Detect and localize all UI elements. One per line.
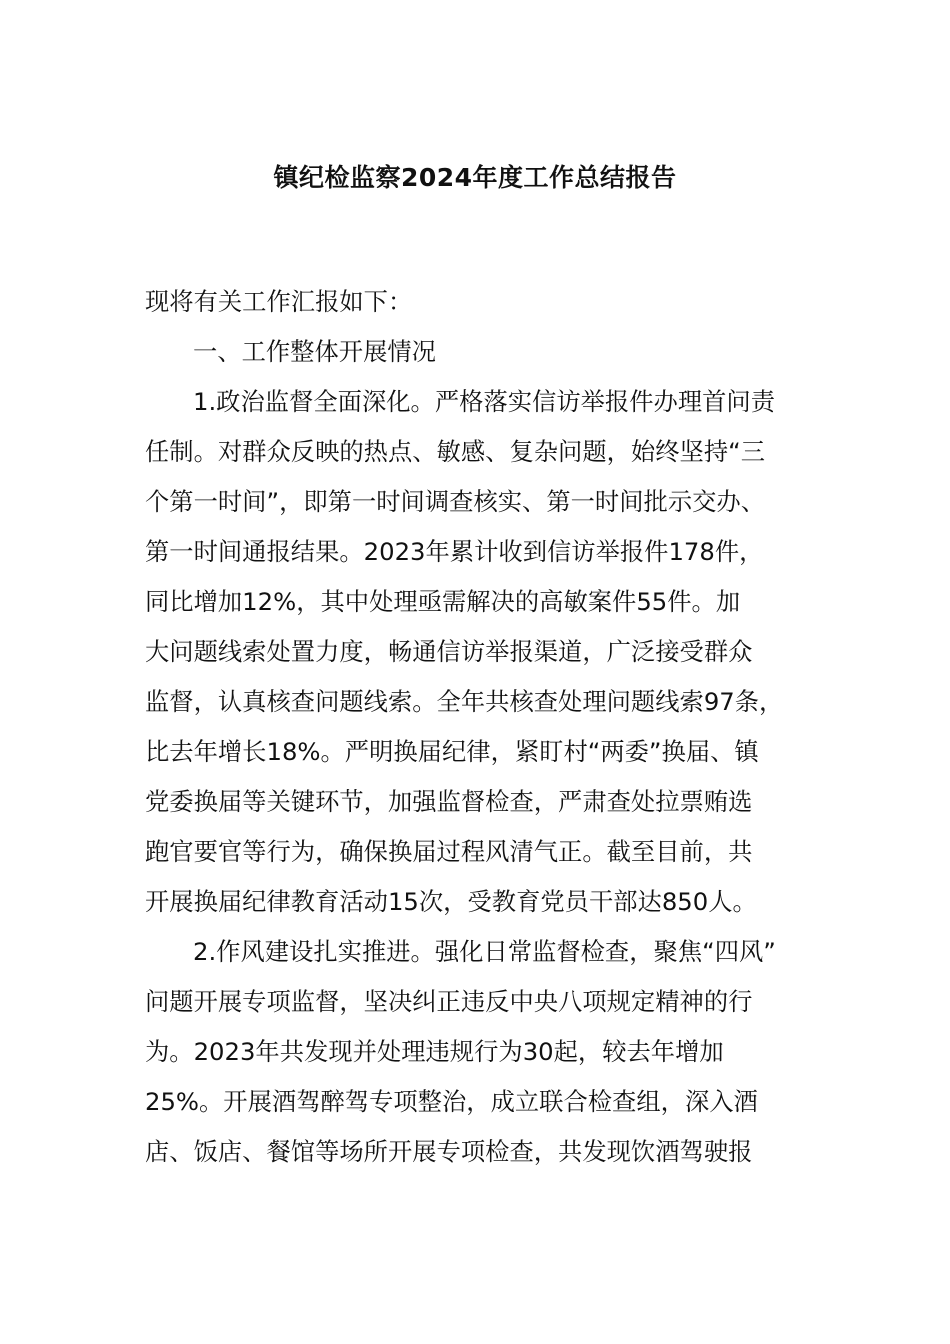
text-line: 25%。开展酒驾醉驾专项整治，成立联合检查组，深入酒 — [145, 1087, 758, 1116]
text-line: 比去年增长18%。严明换届纪律，紧盯村“两委”换届、镇 — [145, 737, 759, 766]
text-line: 同比增加12%，其中处理亟需解决的高敏案件55件。加 — [145, 587, 741, 616]
text-line: 监督，认真核查问题线索。全年共核查处理问题线索97条， — [145, 687, 784, 716]
document-title: 镇纪检监察2024年度工作总结报告 — [273, 163, 677, 192]
text-line: 个第一时间”，即第一时间调查核实、第一时间批示交办、 — [145, 487, 766, 516]
text-line: 大问题线索处置力度，畅通信访举报渠道，广泛接受群众 — [145, 637, 753, 666]
text-line: 第一时间通报结果。2023年累计收到信访举报件178件， — [145, 537, 764, 566]
text-line: 任制。对群众反映的热点、敏感、复杂问题，始终坚持“三 — [145, 437, 766, 466]
section-heading-text: 一、工作整体开展情况 — [193, 337, 436, 366]
text-line: 店、饭店、餐馆等场所开展专项检查，共发现饮酒驾驶报 — [145, 1137, 753, 1166]
document-body — [145, 277, 835, 1177]
paragraph-work-style — [145, 927, 835, 1177]
text-line: 问题开展专项监督，坚决纠正违反中央八项规定精神的行 — [145, 987, 753, 1016]
intro-line: 现将有关工作汇报如下： — [145, 287, 413, 316]
text-line: 开展换届纪律教育活动15次，受教育党员干部达850人。 — [145, 887, 757, 916]
text-line: 1.政治监督全面深化。严格落实信访举报件办理首问责 — [193, 387, 776, 416]
section-heading — [145, 327, 835, 377]
paragraph-political-supervision — [145, 377, 835, 927]
text-line: 跑官要官等行为，确保换届过程风清气正。截至目前，共 — [145, 837, 753, 866]
text-line: 为。2023年共发现并处理违规行为30起，较去年增加 — [145, 1037, 724, 1066]
intro-paragraph — [145, 277, 835, 327]
text-line: 党委换届等关键环节，加强监督检查，严肃查处拉票贿选 — [145, 787, 753, 816]
text-line: 2.作风建设扎实推进。强化日常监督检查，聚焦“四风” — [193, 937, 776, 966]
